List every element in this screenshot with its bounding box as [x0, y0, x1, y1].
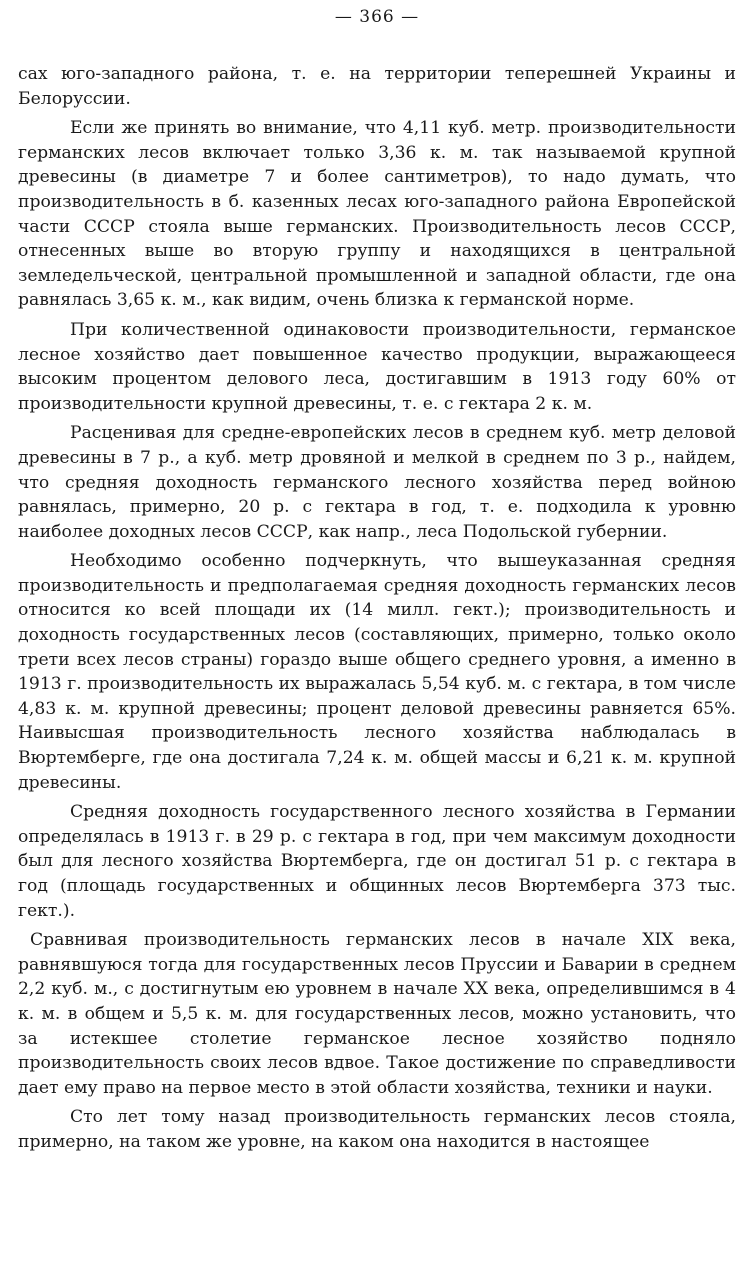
paragraph: Если же принять во внимание, что 4,11 куб. метр. производительности германских лесов включает только 3,36 к. м. так называемой крупной древесины (в диаметре 7 и более сантиметров), то надо думать, что производительность в б. казенных лесах юго-западного района Европейской части СССР стояла выше германских. Производительность лесов СССР, отнесенных выше во вторую группу и находящихся в центральной земледельческой, центральной промышленной и западной области, где она равнялась 3,65 к. м., как видим, очень близка к германской норме.	[18, 118, 736, 311]
paragraph: При количественной одинаковости производительности, германское лесное хозяйство дает повышенное качество продукции, выражающееся высоким процентом делового леса, достигавшим в 1913 году 60% от производительности крупной древесины, т. е. с гектара 2 к. м.	[18, 319, 736, 414]
paragraph: Сто лет тому назад производительность германских лесов стояла, примерно, на таком же уровне, на каком она находится в настоящее	[18, 1107, 736, 1152]
body-text	[18, 62, 736, 1155]
paragraph: Необходимо особенно подчеркнуть, что вышеуказанная средняя производительность и предполагаемая средняя доходность германских лесов относится ко всей площади их (14 милл. гект.); производительность и доходность государственных лесов (составляющих, примерно, только около трети всех лесов страны) гораздо выше общего среднего уровня, а именно в 1913 г. производительность их выражалась 5,54 куб. м. с гектара, в том числе 4,83 к. м. крупной древесины; процент деловой древесины равняется 65%. Наивысшая производительность лесного хозяйства наблюдалась в Вюртемберге, где она достигала 7,24 к. м. общей массы и 6,21 к. м. крупной древесины.	[18, 551, 736, 793]
paragraph: сах юго-западного района, т. е. на территории теперешней Украины и Белоруссии.	[18, 64, 736, 109]
document-page	[18, 4, 736, 1160]
paragraph: Сравнивая производительность германских лесов в начале XIX века, равнявшуюся тогда для государственных лесов Пруссии и Баварии в среднем 2,2 куб. м., с достигнутым ею уровнем в начале XX века, определившимся в 4 к. м. в общем и 5,5 к. м. для государственных лесов, можно установить, что за истекшее столетие германское лесное хозяйство подняло производительность своих лесов вдвое. Такое достижение по справедливости дает ему право на первое место в этой области хозяйства, техники и науки.	[18, 930, 736, 1098]
paragraph: Средняя доходность государственного лесного хозяйства в Германии определялась в 1913 г. в 29 р. с гектара в год, при чем максимум доходности был для лесного хозяйства Вюртемберга, где он достигал 51 р. с гектара в год (площадь государственных и общинных лесов Вюртемберга 373 тыс. гект.).	[18, 802, 736, 921]
paragraph: Расценивая для средне-европейских лесов в среднем куб. метр деловой древесины в 7 р., а куб. метр дровяной и мелкой в среднем по 3 р., найдем, что средняя доходность германского лесного хозяйства перед войною равнялась, примерно, 20 р. с гектара в год, т. е. подходила к уровню наиболее доходных лесов СССР, как напр., леса Подольской губернии.	[18, 423, 736, 542]
page-number: — 366 —	[334, 7, 420, 27]
